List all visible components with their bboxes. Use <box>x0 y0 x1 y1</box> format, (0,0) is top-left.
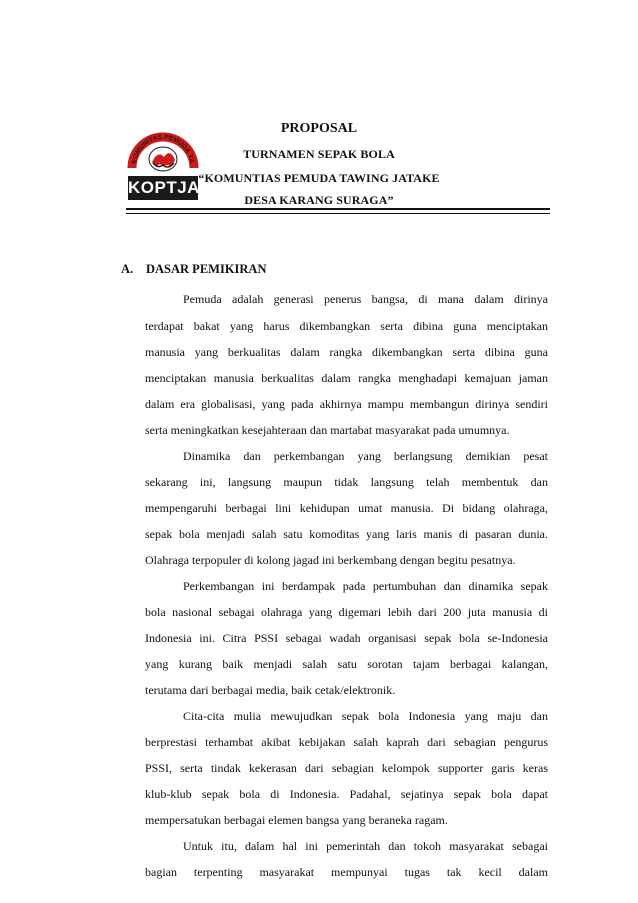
logo-arc-text: KOMUNITAS PEMUDA TA <box>131 133 195 165</box>
text-line: serta meningkatkan kesejahteraan dan martabat masyarakat pada umumnya. <box>145 423 510 437</box>
text-line: bagian terpenting masyarakat mempunyai tugas tak kecil dalam <box>145 865 548 879</box>
text-line: sepak bola menjadi salah satu komoditas yang laris manis di pasaran dunia. <box>145 527 548 541</box>
text-line: Olahraga terpopuler di kolong jagad ini berkembang dengan begitu pesatnya. <box>145 553 516 567</box>
subtitle-line-3: DESA KARANG SURAGA” <box>244 193 394 207</box>
text-line: yang kurang baik menjadi salah satu sorotan tajam berbagai kalangan, <box>145 657 548 671</box>
text-line: berprestasi terhambat akibat kebijakan salah kaprah dari sebagian pengurus <box>145 735 548 749</box>
text-line: Dinamika dan perkembangan yang berlangsung demikian pesat <box>183 449 548 463</box>
logo-text: KOPTJA <box>128 178 200 197</box>
text-line: Untuk itu, dalam hal ini pemerintah dan tokoh masyarakat sebagai <box>183 839 548 853</box>
subtitle-line-1: TURNAMEN SEPAK BOLA <box>243 147 395 161</box>
text-line: menciptakan manusia berkualitas dalam rangka menghadapi kemajuan jaman <box>145 371 548 385</box>
text-line: bola nasional sebagai olahraga yang digemari lebih dari 200 juta manusia di <box>145 605 548 619</box>
document-title: PROPOSAL <box>280 121 358 136</box>
section-heading <box>121 262 267 277</box>
text-line: klub-klub sepak bola di Indonesia. Padahal, sejatinya sepak bola dapat <box>145 787 548 801</box>
text-line: Pemuda adalah generasi penerus bangsa, di mana dalam dirinya <box>183 292 548 306</box>
section-title: DASAR PEMIKIRAN <box>146 262 267 276</box>
text-line: Cita-cita mulia mewujudkan sepak bola Indonesia yang maju dan <box>183 709 548 723</box>
text-line: mempersatukan berbagai elemen bangsa yang beraneka ragam. <box>145 813 448 827</box>
text-line: mempengaruhi berbagai lini kehidupan umat manusia. Di bidang olahraga, <box>145 501 548 515</box>
subtitle-line-2: “KOMUNTIAS PEMUDA TAWING JATAKE <box>198 171 440 185</box>
text-line: sekarang ini, langsung maupun tidak langsung telah membentuk dan <box>145 475 548 489</box>
text-line: manusia yang berkualitas dalam rangka dikembangkan serta dibina guna <box>145 345 548 359</box>
text-line: terdapat bakat yang harus dikembangkan serta dibina guna menciptakan <box>145 319 548 333</box>
text-line: Perkembangan ini berdampak pada pertumbuhan dan dinamika sepak <box>183 579 548 593</box>
header-rule-thick <box>126 208 550 210</box>
text-line: terutama dari berbagai media, baik cetak/elektronik. <box>145 683 396 697</box>
text-line: Indonesia ini. Citra PSSI sebagai wadah organisasi sepak bola se-Indonesia <box>145 631 548 645</box>
text-line: dalam era globalisasi, yang pada akhirnya mampu membangun dirinya sendiri <box>145 397 548 411</box>
section-letter: A. <box>121 262 134 276</box>
header-rule-thin <box>126 213 550 214</box>
text-line: PSSI, serta tindak kekerasan dari sebagian kelompok supporter garis keras <box>145 761 548 775</box>
